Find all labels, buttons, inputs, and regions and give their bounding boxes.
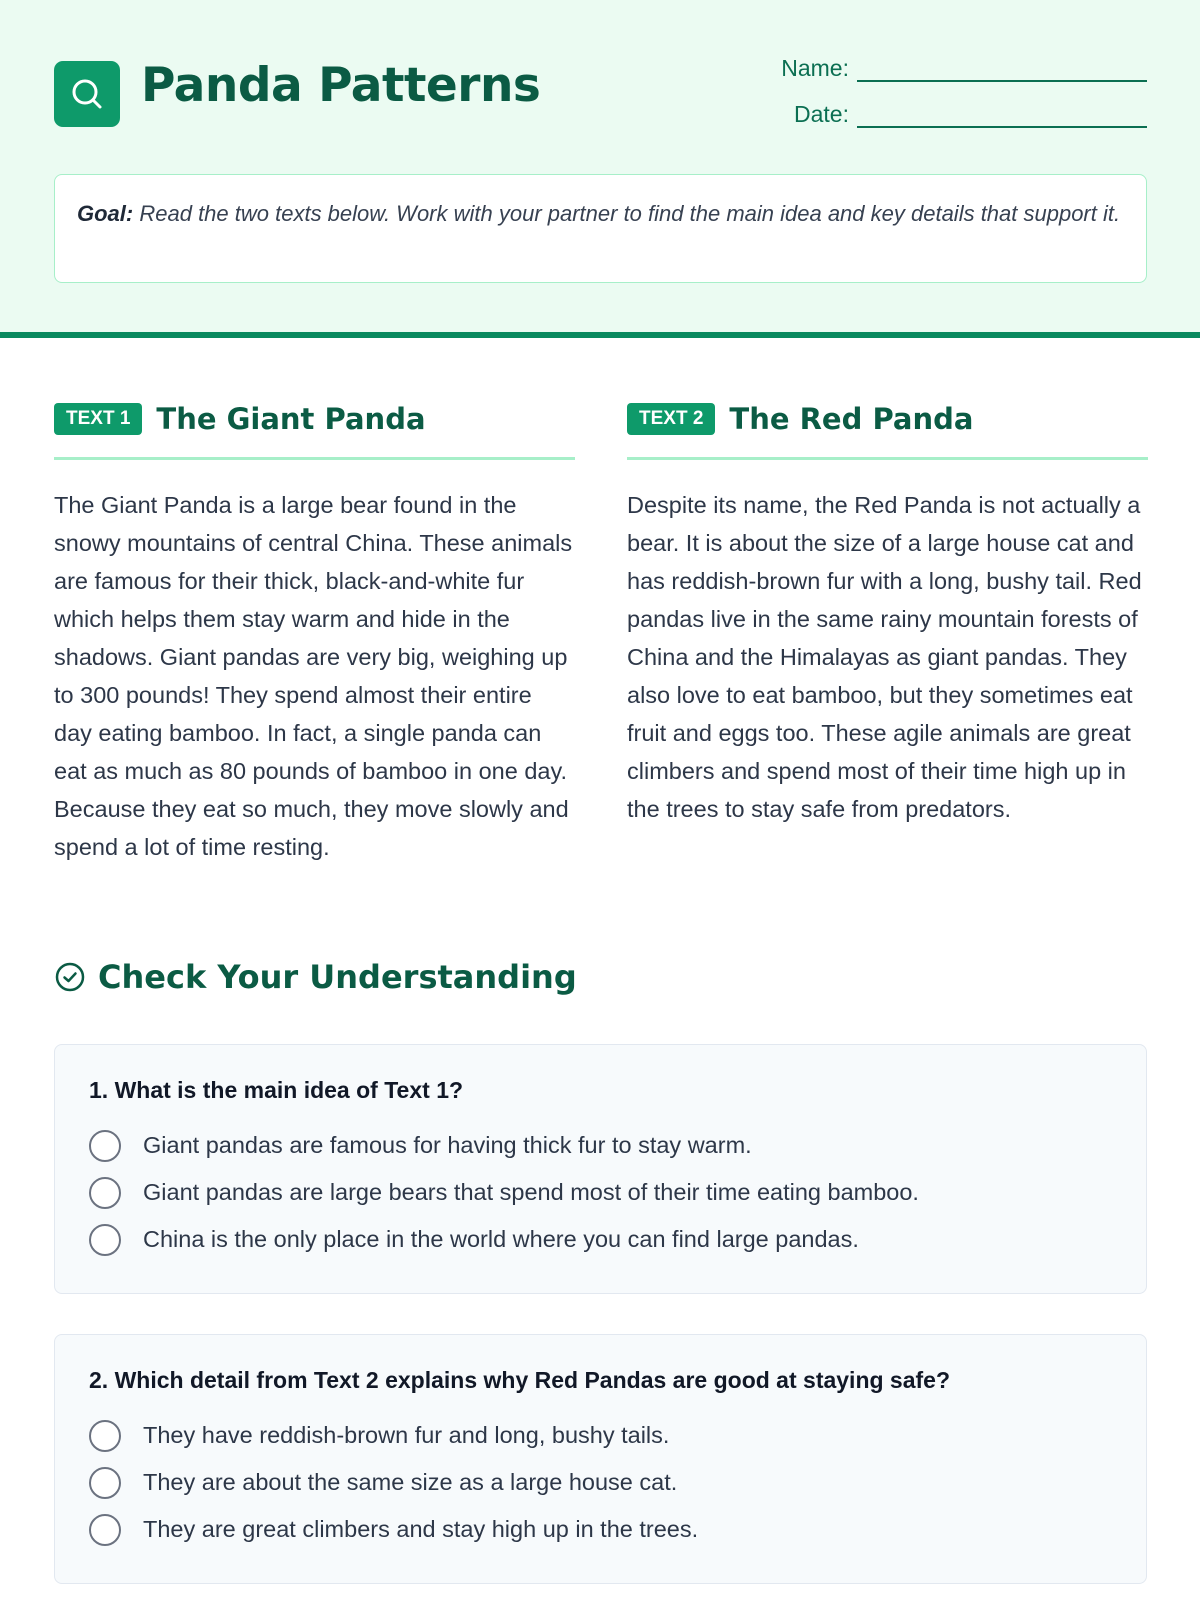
answer-option[interactable] [89, 1412, 1112, 1459]
answer-option-label: Giant pandas are famous for having thick fur to stay warm. [143, 1132, 752, 1158]
answer-option[interactable] [89, 1459, 1112, 1506]
answer-option-label: Giant pandas are large bears that spend most of their time eating bamboo. [143, 1179, 919, 1205]
worksheet-header [0, 0, 1200, 338]
goal-label: Goal: [77, 201, 134, 226]
question-text: 2. Which detail from Text 2 explains why Red Pandas are good at staying safe? [89, 1367, 951, 1393]
answer-option-label: They are about the same size as a large house cat. [143, 1469, 678, 1495]
text-1-body: The Giant Panda is a large bear found in the snowy mountains of central China. These animals are famous for their thick, black-and-white fur which helps them stay warm and hide in the shadows. Giant pandas are very big, weighing up to 300 pounds! They spend almost their entire day eating bamboo. In fact, a single panda can eat as much as 80 pounds of bamboo in one day. Because they eat so much, they move slowly and spend a lot of time resting. [54, 492, 573, 860]
answer-option-label: They have reddish-brown fur and long, bushy tails. [143, 1422, 670, 1448]
search-icon [69, 76, 105, 112]
answer-option[interactable] [89, 1122, 1112, 1169]
date-line[interactable] [857, 104, 1147, 128]
text-2-heading [627, 400, 1148, 460]
check-section-heading [54, 958, 577, 996]
radio-button[interactable] [89, 1514, 121, 1546]
text-1-heading [54, 400, 575, 460]
text-1-title: The Giant Panda [156, 401, 426, 436]
answer-option-label: China is the only place in the world where you can find large pandas. [143, 1226, 859, 1252]
answer-option-label: They are great climbers and stay high up in the trees. [143, 1516, 699, 1542]
name-field [781, 55, 1147, 82]
text-2-body: Despite its name, the Red Panda is not actually a bear. It is about the size of a large house cat and has reddish-brown fur with a long, bushy tail. Red pandas live in the same rainy mountain forests of China and the Himalayas as giant pandas. They also love to eat bamboo, but they sometimes eat fruit and eggs too. These agile animals are great climbers and spend most of their time high up in the trees to stay safe from predators. [627, 492, 1142, 822]
question-card [54, 1334, 1147, 1584]
date-label: Date: [794, 101, 849, 127]
radio-button[interactable] [89, 1467, 121, 1499]
answer-option[interactable] [89, 1216, 1112, 1263]
answer-option[interactable] [89, 1169, 1112, 1216]
name-line[interactable] [857, 58, 1147, 82]
radio-button[interactable] [89, 1177, 121, 1209]
date-field [794, 101, 1147, 128]
text-2-badge: TEXT 2 [627, 403, 715, 435]
radio-button[interactable] [89, 1130, 121, 1162]
name-label: Name: [781, 55, 849, 81]
question-card [54, 1044, 1147, 1294]
radio-button[interactable] [89, 1224, 121, 1256]
radio-button[interactable] [89, 1420, 121, 1452]
check-circle-icon [54, 961, 86, 993]
page-title: Panda Patterns [141, 58, 541, 113]
question-text: 1. What is the main idea of Text 1? [89, 1077, 464, 1103]
check-section-title: Check Your Understanding [98, 958, 577, 996]
logo [54, 61, 120, 127]
text-2-title: The Red Panda [729, 401, 974, 436]
text-2-column [627, 400, 1148, 828]
goal-text: Read the two texts below. Work with your partner to find the main idea and key details that support it. [139, 201, 1121, 226]
goal-box [54, 174, 1147, 283]
text-1-column [54, 400, 575, 866]
text-1-badge: TEXT 1 [54, 403, 142, 435]
answer-option[interactable] [89, 1506, 1112, 1553]
